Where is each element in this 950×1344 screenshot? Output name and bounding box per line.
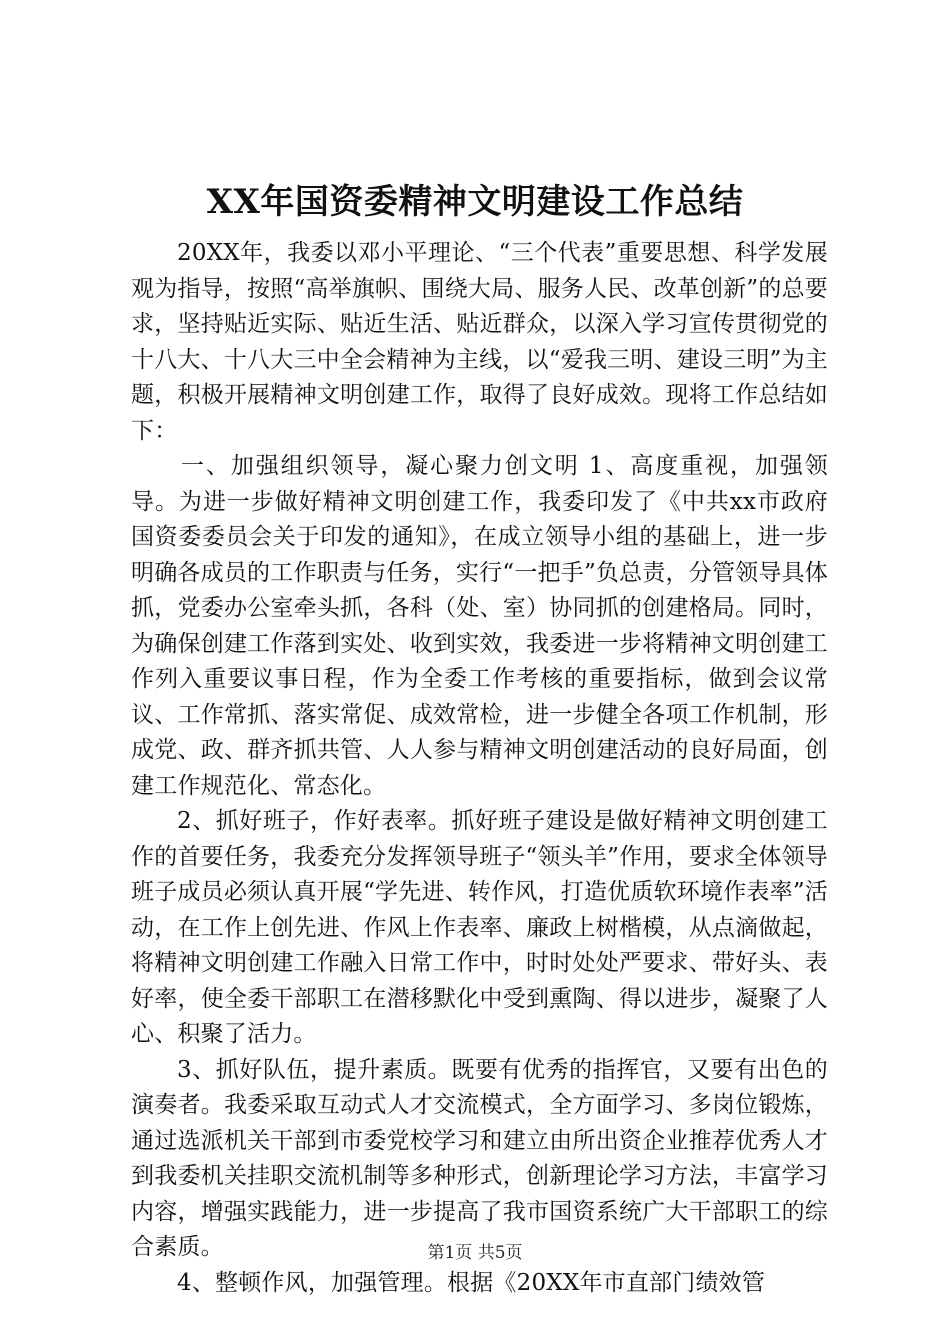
document-body bbox=[131, 236, 828, 1301]
paragraph-section-4: 4、整顿作风，加强管理。根据《20XX年市直部门绩效管 bbox=[177, 1269, 766, 1296]
page-footer: 第1页 共5页 bbox=[427, 1243, 523, 1263]
paragraph-section-1: 一、加强组织领导，凝心聚力创文明 1、高度重视，加强领导。为进一步做好精神文明创建工作，我委印发了《中共xx市政府国资委委员会关于印发的通知》，在成立领导小组的基础上，进一步明确各成员的工作职责与任务，实行“一把手”负总责，分管领导具体抓，党委办公室牵头抓，各科（处、室）协同抓的创建格局。同时，为确保创建工作落到实处、收到实效，我委进一步将精神文明创建工作列入重要议事日程，作为全委工作考核的重要指标，做到会议常议、工作常抓、落实常促、成效常检，进一步健全各项工作机制，形成党、政、群齐抓共管、人人参与精神文明创建活动的良好局面，创建工作规范化、常态化。 bbox=[131, 453, 828, 799]
document-title: XX年国资委精神文明建设工作总结 bbox=[206, 182, 744, 222]
paragraph-section-3: 3、抓好队伍，提升素质。既要有优秀的指挥官，又要有出色的演奏者。我委采取互动式人才交流模式，全方面学习、多岗位锻炼，通过选派机关干部到市委党校学习和建立由所出资企业推荐优秀人才到我委机关挂职交流机制等多种形式，创新理论学习方法，丰富学习内容，增强实践能力，进一步提高了我市国资系统广大干部职工的综合素质。 bbox=[131, 1056, 828, 1260]
paragraph-section-2: 2、抓好班子，作好表率。抓好班子建设是做好精神文明创建工作的首要任务，我委充分发挥领导班子“领头羊”作用，要求全体领导班子成员必须认真开展“学先进、转作风，打造优质软环境作表率”活动，在工作上创先进、作风上作表率、廉政上树楷模，从点滴做起，将精神文明创建工作融入日常工作中，时时处处严要求、带好头、表好率，使全委干部职工在潜移默化中受到熏陶、得以进步，凝聚了人心、积聚了活力。 bbox=[131, 808, 828, 1047]
paragraph-intro: 20XX年，我委以邓小平理论、“三个代表”重要思想、科学发展观为指导，按照“高举旗帜、围绕大局、服务人民、改革创新”的总要求，坚持贴近实际、贴近生活、贴近群众，以深入学习宣传贯彻党的十八大、十八大三中全会精神为主线，以“爱我三明、建设三明”为主题，积极开展精神文明创建工作，取得了良好成效。现将工作总结如下： bbox=[131, 240, 828, 444]
